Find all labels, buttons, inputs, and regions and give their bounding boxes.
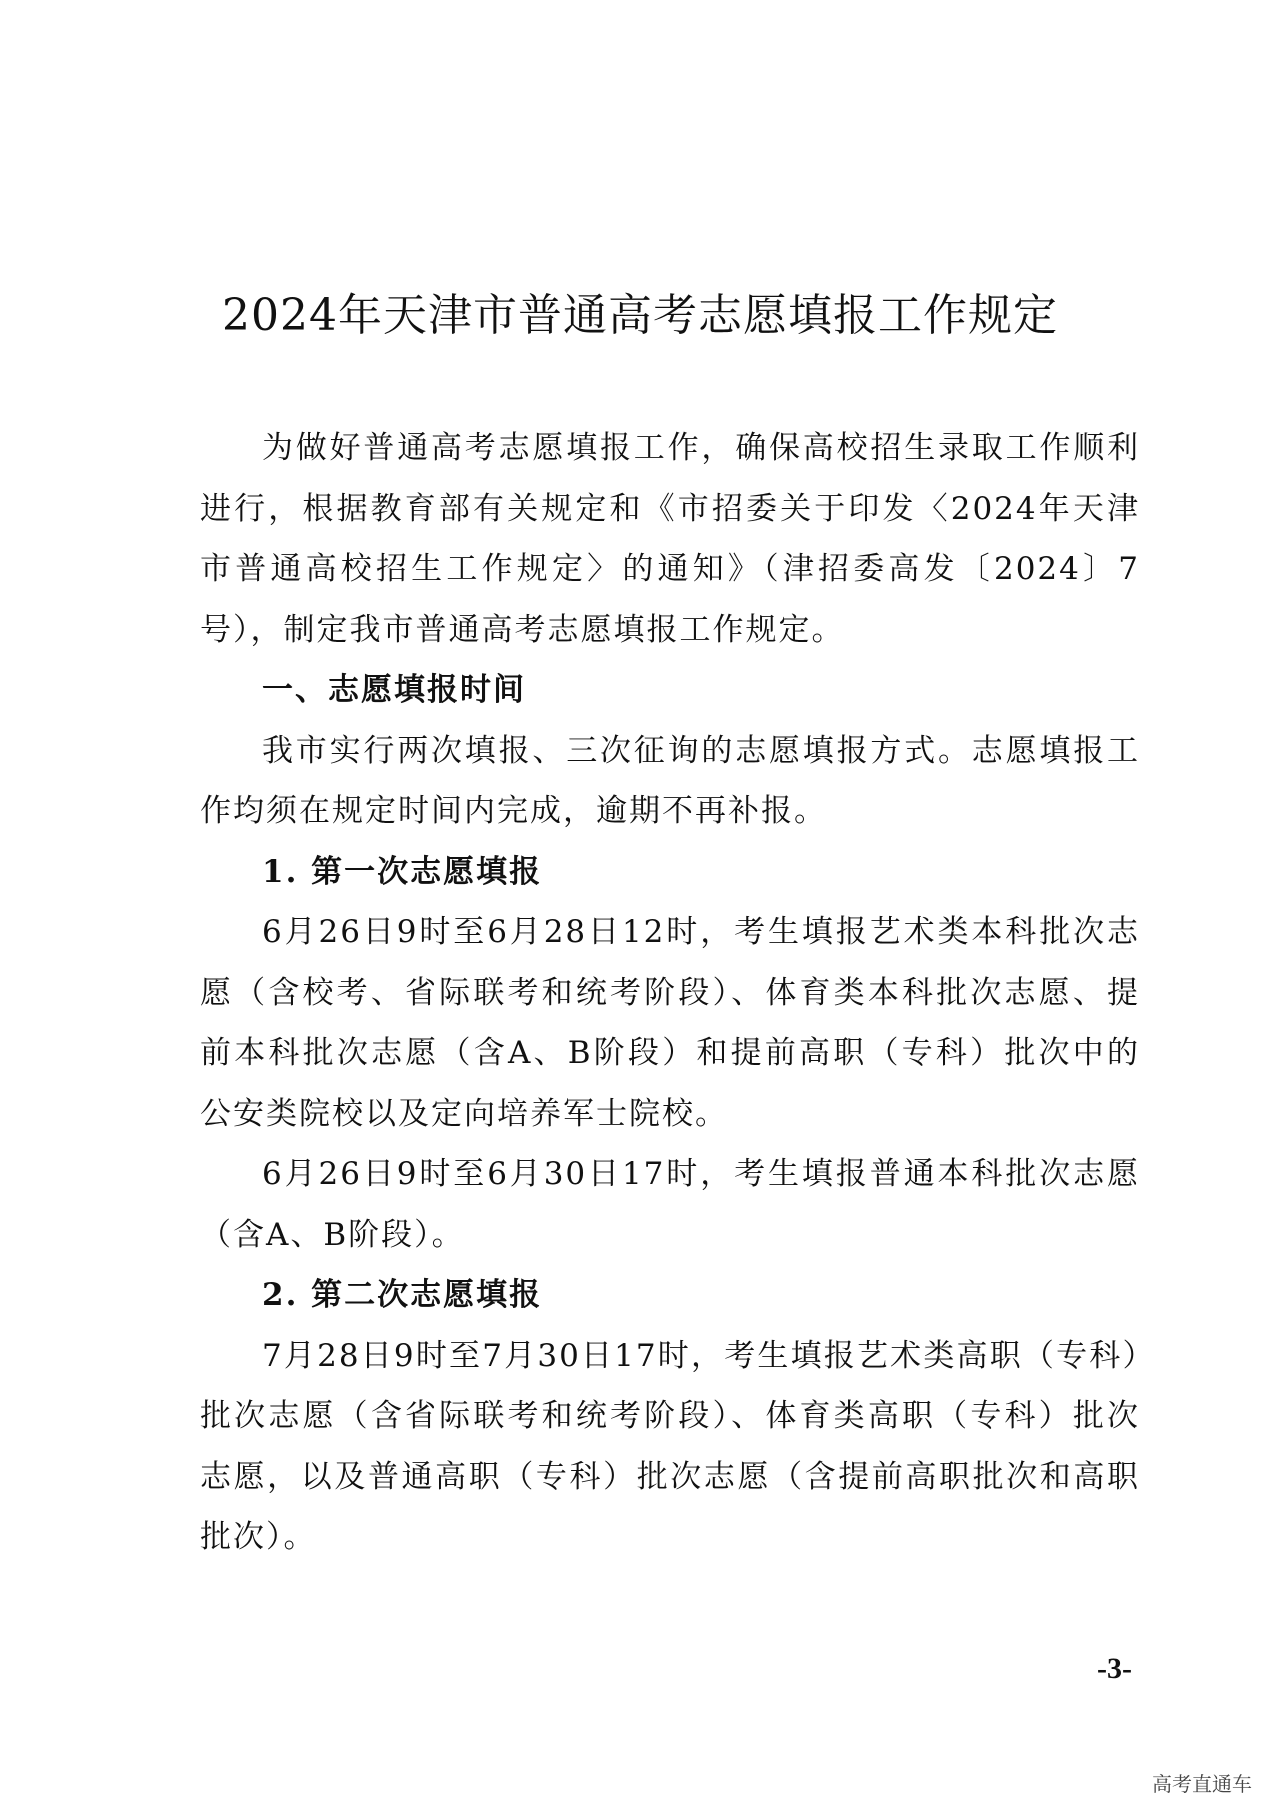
first-filing-paragraph-2: 6月26日9时至6月30日17时，考生填报普通本科批次志愿（含A、B阶段）。: [200, 1156, 1140, 1253]
section-paragraph-filing-method: 我市实行两次填报、三次征询的志愿填报方式。志愿填报工作均须在规定时间内完成，逾期不再补报。: [200, 732, 1140, 829]
document-title: 2024年天津市普通高考志愿填报工作规定: [222, 290, 1058, 341]
intro-paragraph: 为做好普通高考志愿填报工作，确保高校招生录取工作顺利进行，根据教育部有关规定和《市招委关于印发〈2024年天津市普通高校招生工作规定〉的通知》（津招委高发〔2024〕7号），制定我市普通高考志愿填报工作规定。: [200, 430, 1140, 648]
watermark: 高考直通车: [1152, 1772, 1252, 1796]
document-body: [200, 418, 1140, 1568]
section-heading-filing-time: 一、志愿填报时间: [262, 672, 526, 708]
second-filing-paragraph-1: 7月28日9时至7月30日17时，考生填报艺术类高职（专科）批次志愿（含省际联考和统考阶段）、体育类高职（专科）批次志愿，以及普通高职（专科）批次志愿（含提前高职批次和高职批次）。: [200, 1337, 1140, 1555]
subsection-heading-first-filing: 1. 第一次志愿填报: [262, 853, 543, 890]
subsection-heading-second-filing: 2. 第二次志愿填报: [262, 1277, 543, 1313]
first-filing-paragraph-1: 6月26日9时至6月28日12时，考生填报艺术类本科批次志愿（含校考、省际联考和统考阶段）、体育类本科批次志愿、提前本科批次志愿（含A、B阶段）和提前高职（专科）批次中的公安类院校以及定向培养军士院校。: [200, 914, 1140, 1132]
page-number: -3-: [1097, 1652, 1132, 1685]
